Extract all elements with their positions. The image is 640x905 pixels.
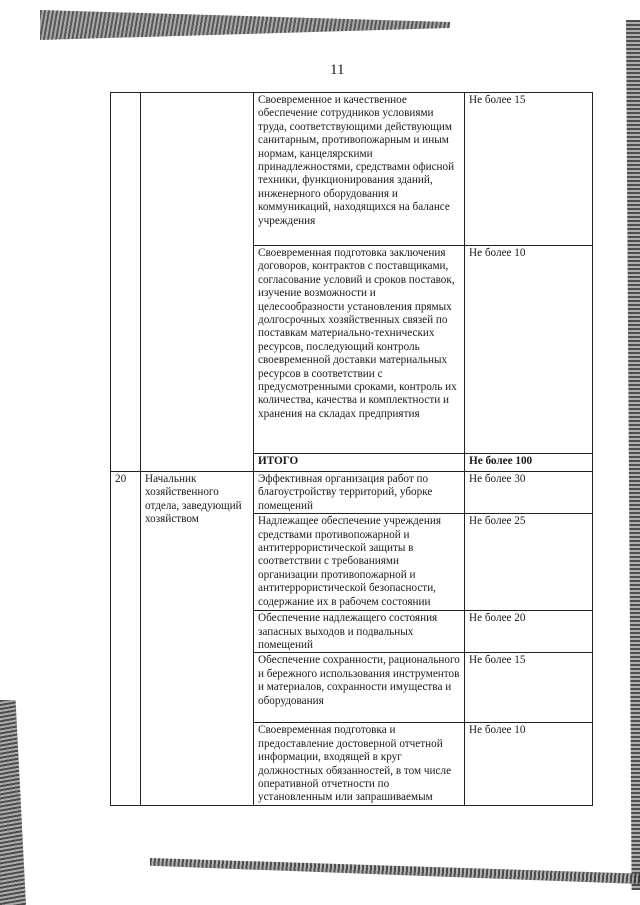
position-cell: Начальник хозяйственного отдела, заведующий хозяйством	[141, 472, 254, 806]
criterion-cell: Своевременная подготовка и предоставление достоверной отчетной информации, входящей в круг должностных обязанностей, в том числе оперативной отчетности по установленным или запрашиваемым	[254, 723, 465, 805]
value-cell: Не более 10	[465, 723, 593, 805]
criterion-cell: Обеспечение надлежащего состояния запасных выходов и подвальных помещений	[254, 611, 465, 653]
value-cell: Не более 10	[465, 246, 593, 454]
total-label: ИТОГО	[254, 454, 465, 472]
value-cell: Не более 30	[465, 472, 593, 514]
criterion-cell: Обеспечение сохранности, рационального и бережного использования инструментов и материалов, сохранности имущества и оборудования	[254, 653, 465, 723]
table-row	[111, 93, 593, 246]
criteria-table	[110, 92, 593, 806]
row-number-cell	[111, 93, 141, 472]
scan-edge-left	[0, 700, 26, 905]
scan-edge-top	[40, 10, 450, 40]
value-cell: Не более 15	[465, 653, 593, 723]
criterion-cell: Своевременная подготовка заключения договоров, контрактов с поставщиками, согласование условий и сроков поставок, изучение возможности и целесообразности установления прямых долгосрочных хозяйственных связей по поставкам материально-технических ресурсов, последующий контроль своевременной доставки материальных ресурсов в соответствии с предусмотренными сроками, контроль их количества, качества и комплектности и хранения на складах предприятия	[254, 246, 465, 454]
value-cell: Не более 15	[465, 93, 593, 246]
criterion-cell: Надлежащее обеспечение учреждения средствами противопожарной и антитеррористической защиты в соответствии с требованиями организации противопожарной и антитеррористической безопасности, содержание их в рабочем состоянии	[254, 514, 465, 611]
total-value: Не более 100	[465, 454, 593, 472]
value-cell: Не более 20	[465, 611, 593, 653]
table-row	[111, 472, 593, 514]
page-number: 11	[330, 62, 345, 78]
criterion-cell: Своевременное и качественное обеспечение сотрудников условиями труда, соответствующими действующим санитарным, противопожарным и иным нормам, канцелярскими принадлежностями, средствами офисной техники, функционирования зданий, инженерного оборудования и коммуникаций, находящихся на балансе учреждения	[254, 93, 465, 246]
position-cell	[141, 93, 254, 472]
criterion-cell: Эффективная организация работ по благоустройству территорий, уборке помещений	[254, 472, 465, 514]
row-number-cell: 20	[111, 472, 141, 806]
scan-edge-right	[626, 20, 640, 890]
value-cell: Не более 25	[465, 514, 593, 611]
scan-edge-bottom	[150, 858, 640, 884]
